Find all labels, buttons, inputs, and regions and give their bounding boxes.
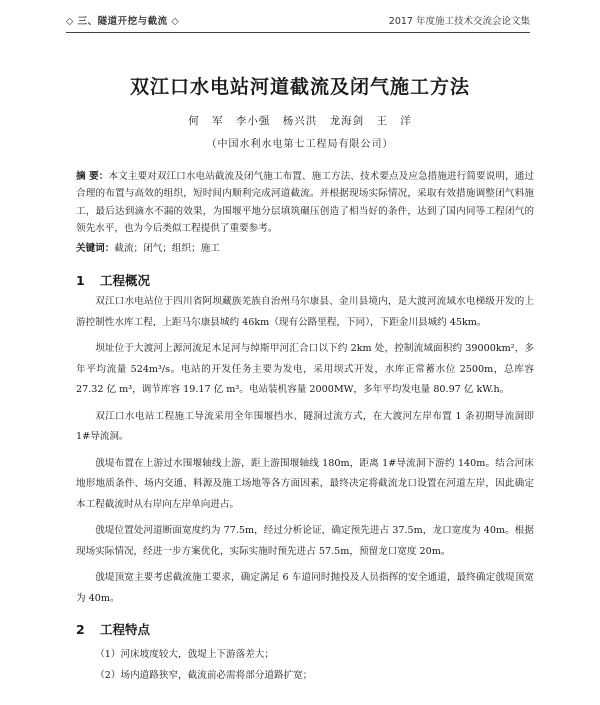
header-collection: 2017 年度施工技术交流会论文集 [388, 16, 530, 27]
section-2-heading [76, 620, 150, 638]
paper-affiliation: （中国水利水电第七工程局有限公司） [206, 139, 394, 150]
section-1-heading [76, 271, 150, 289]
header-section: ◇ 三、隧道开挖与截流 ◇ [66, 16, 180, 27]
section-1-number: 1 [76, 273, 85, 288]
list-item: （2）场内道路狭窄，截流前必需将部分道路扩宽； [95, 670, 313, 681]
paragraph: 戗堤布置在上游过水围堰轴线上游，距上游围堰轴线 180m，距离 1#导流洞下游约 140m。结合河床地形地质条件、场内交通、料源及施工场地等各方面因素，最终决定将截流龙口设置在河道左岸，因此确定本工程截流时从右岸向左岸单向进占。 [76, 457, 534, 510]
keywords [76, 240, 534, 254]
section-2-number: 2 [76, 622, 85, 637]
paper-authors: 何 军 李小强 杨兴洪 龙海剑 王 洋 [188, 115, 412, 127]
abstract [76, 168, 534, 237]
section-1-body [76, 292, 534, 609]
keywords-text: 截流；闭气；组织；施工 [114, 243, 220, 254]
paragraph: 坝址位于大渡河上源河流足木足河与绰斯甲河汇合口以下约 2km 处，控制流域面积约 39000km²，多年平均流量 524m³/s。电站的开发任务主要为发电，采用坝式开发，水库正常蓄水位 2500m，总库容 27.32 亿 m³，调节库容 19.17 亿 m³。电站装机容量 2000MW，多年平均发电量 80.97 亿 kW.h。 [76, 343, 534, 395]
paper-title: 双江口水电站河道截流及闭气施工方法 [129, 76, 470, 98]
paragraph: 戗堤顶宽主要考虑截流施工要求，确定满足 6 车道同时抛投及人员指挥的安全通道，最终确定戗堤顶宽为 40m。 [76, 572, 534, 604]
section-1-title: 工程概况 [100, 273, 151, 288]
abstract-label: 摘 要： [76, 171, 109, 182]
list-item: （1）河床坡度较大，戗堤上下游落差大； [95, 649, 274, 660]
keywords-label: 关键词： [76, 243, 115, 254]
running-header [66, 10, 530, 33]
paragraph: 戗堤位置处河道断面宽度约为 77.5m，经过分析论证，确定预先进占 37.5m，龙口宽度为 40m。根据现场实际情况，经进一步方案优化，实际实施时预先进占 57.5m，预留龙口宽度 20m。 [76, 525, 534, 557]
abstract-text: 本文主要对双江口水电站截流及闭气施工布置、施工方法、技术要点及应急措施进行简要说明，通过合理的布置与高效的组织，短时间内顺利完成河道截流。并根据现场实际情况，采取有效措施调整闭气料施工，最后达到滴水不漏的效果，为围堰平地分层填筑碾压创造了相当好的条件，达到了国内同等工程闭气的领先水平，也为今后类似工程提供了重要参考。 [76, 171, 535, 234]
paragraph: 双江口水电站工程施工导流采用全年围堰挡水、隧洞过流方式，在大渡河左岸布置 1 条初期导流洞即 1#导流洞。 [76, 410, 534, 442]
paragraph: 双江口水电站位于四川省阿坝藏族羌族自治州马尔康县、金川县境内，是大渡河流域水电梯级开发的上游控制性水库工程，上距马尔康县城约 46km（现有公路里程，下同），下距金川县城约 45km。 [76, 296, 534, 328]
section-2-list [76, 644, 534, 686]
section-2-title: 工程特点 [100, 622, 151, 637]
